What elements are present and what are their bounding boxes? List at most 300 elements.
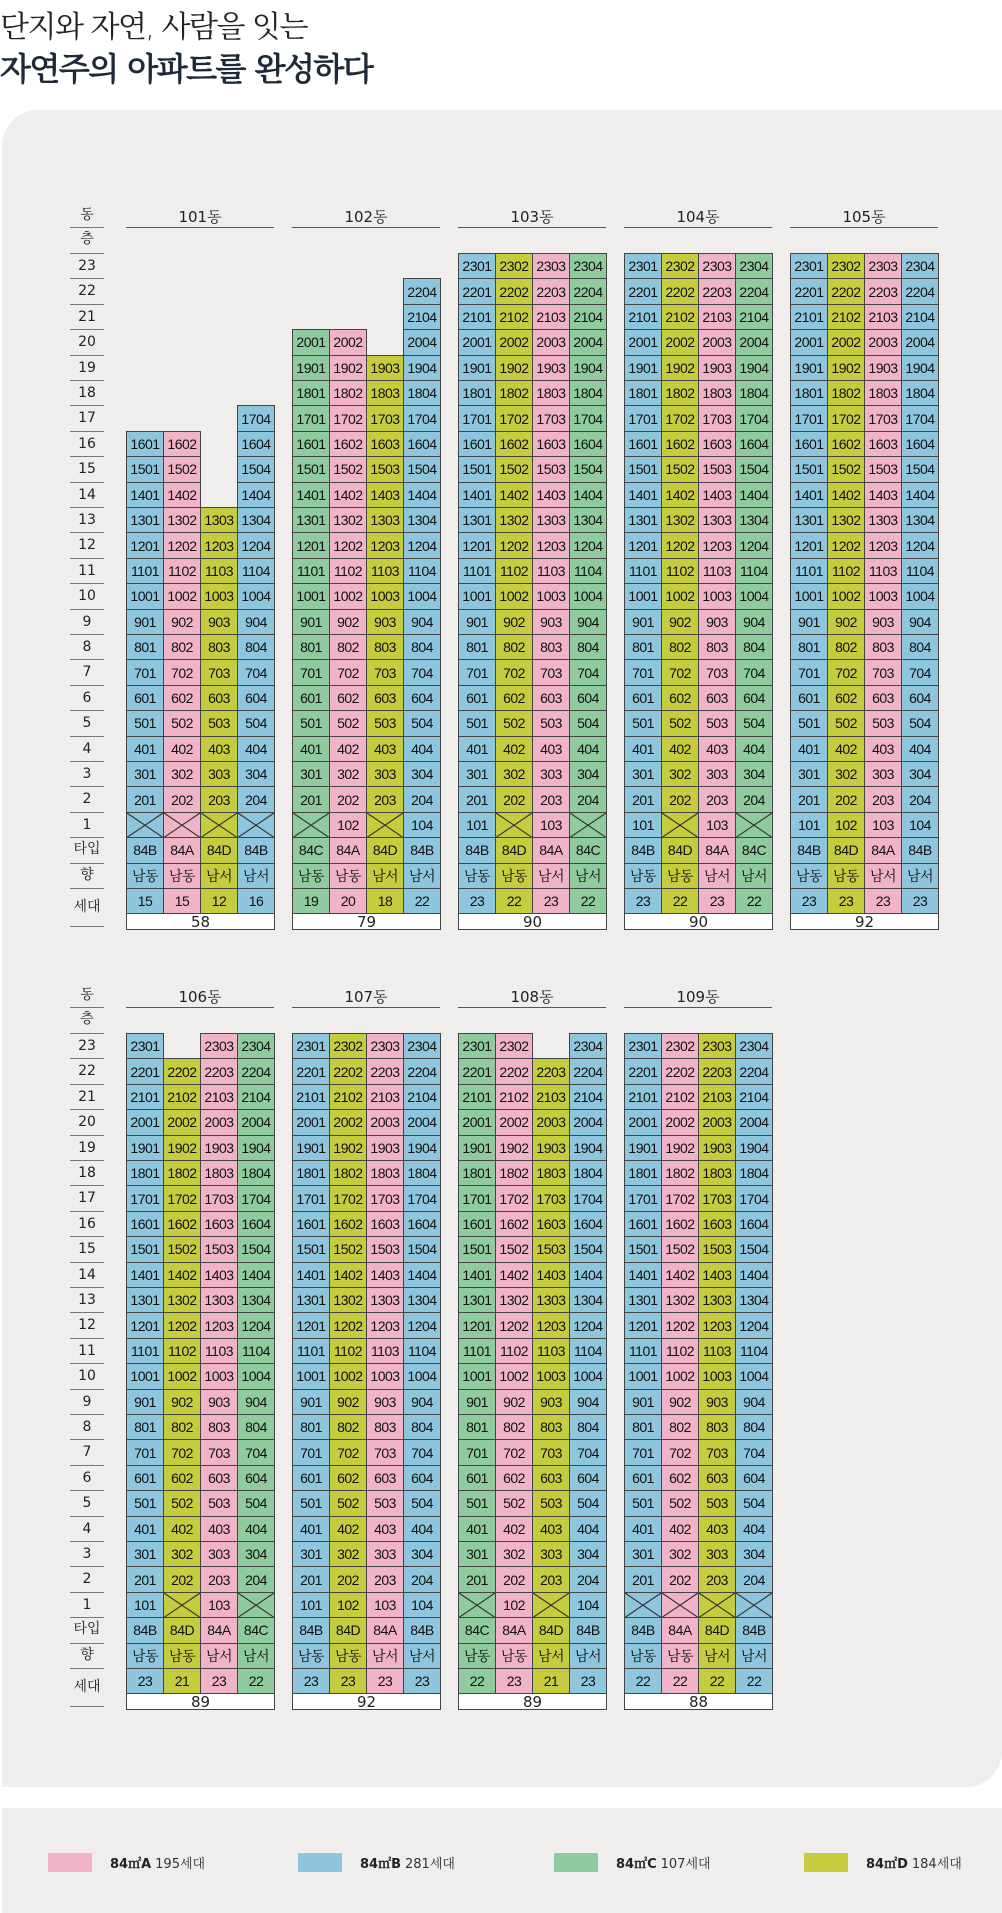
unit-cell: 1302 [329,507,367,533]
unit-cell: 1704 [569,1185,607,1211]
unit-cell: 502 [495,710,533,736]
unit-cell: 1601 [292,1211,330,1237]
row-label-divider [70,1312,104,1313]
unit-cell: 1701 [790,405,828,431]
type-cell: 84A [661,1617,699,1643]
unit-cell: 1101 [624,1338,662,1364]
unit-cell: 401 [292,1516,330,1542]
unit-cell: 1201 [292,1312,330,1338]
unit-cell: 1601 [458,431,496,457]
unit-cell: 2103 [366,1084,404,1110]
unit-cell: 1604 [237,431,275,457]
unit-cell: 2101 [624,1084,662,1110]
direction-cell: 남서 [532,1643,570,1669]
row-label-divider [70,837,104,838]
unit-cell: 603 [200,1465,238,1491]
building-name: 107동 [344,988,388,1006]
unit-cell: 1602 [163,431,201,457]
unit-cell: 1801 [292,1160,330,1186]
unit-cell: 403 [698,1516,736,1542]
households-cell: 15 [126,888,164,914]
households-cell: 23 [532,888,570,914]
unit-cell: 1904 [735,355,773,381]
unit-cell: 2104 [735,304,773,330]
unit-cell: 1402 [495,1262,533,1288]
unit-cell: 1203 [532,532,570,558]
row-label-divider [70,1287,104,1288]
unit-cell: 302 [661,1541,699,1567]
unit-cell: 1903 [200,1135,238,1161]
unit-cell: 404 [237,736,275,762]
households-cell: 22 [495,888,533,914]
unit-cell: 901 [292,609,330,635]
unit-cell: 2004 [735,329,773,355]
type-cell: 84A [163,837,201,863]
unit-cell: 1502 [661,1236,699,1262]
unit-cell: 2003 [698,329,736,355]
building-total: 79 [292,913,441,930]
row-label-divider [70,227,104,228]
unit-cell: 1104 [735,1338,773,1364]
unit-cell: 2102 [495,1084,533,1110]
unit-cell: 2302 [495,1033,533,1059]
type-cell: 84C [292,837,330,863]
unit-cell: 703 [864,659,902,685]
unit-cell: 1203 [698,1312,736,1338]
unit-cell: 2204 [735,278,773,304]
unit-cell: 204 [569,786,607,812]
unit-cell: 904 [403,1389,441,1415]
unit-cell: 2001 [624,1109,662,1135]
unit-cell: 802 [661,634,699,660]
unit-cell: 1702 [163,1185,201,1211]
unit-cell: 201 [126,1566,164,1592]
unit-cell: 502 [495,1490,533,1516]
unit-cell: 2003 [532,329,570,355]
unit-cell: 1102 [827,558,865,584]
unit-cell: 304 [403,1541,441,1567]
unit-cell: 203 [532,786,570,812]
building-total: 89 [458,1693,607,1710]
unit-cell: 203 [366,786,404,812]
unit-cell: 302 [163,761,201,787]
unit-cell: 2004 [403,329,441,355]
unit-cell: 501 [790,710,828,736]
unit-cell: 2104 [569,304,607,330]
unit-cell: 2204 [403,278,441,304]
unit-cell: 302 [495,1541,533,1567]
unit-cell: 302 [827,761,865,787]
type-cell: 84D [698,1617,736,1643]
unit-cell: 2303 [698,253,736,279]
row-label-floor-number: 18 [78,385,96,401]
unit-cell: 1001 [624,1363,662,1389]
legend-item-b [298,1852,455,1872]
households-cell: 22 [661,888,699,914]
unit-cell: 1802 [495,380,533,406]
unit-cell: 1804 [569,380,607,406]
unit-cell: 1204 [569,1312,607,1338]
unit-cell: 2302 [329,1033,367,1059]
unit-cell: 803 [532,1414,570,1440]
row-label-floor-number: 15 [78,1241,96,1258]
unit-cell: 703 [532,659,570,685]
unit-cell: 101 [126,1592,164,1618]
unit-cell: 1503 [200,1236,238,1262]
unit-cell: 903 [864,609,902,635]
row-label-type: 타입 [73,1621,101,1638]
unit-cell: 1904 [569,355,607,381]
unit-cell: 904 [735,609,773,635]
unit-cell: 1704 [569,405,607,431]
unit-cell: 1504 [901,456,939,482]
unit-cell: 303 [532,761,570,787]
unit-cell: 2303 [532,253,570,279]
unit-cell: 1901 [458,355,496,381]
type-cell: 84C [569,837,607,863]
unit-cell: 1504 [237,1236,275,1262]
unit-cell: 1602 [495,431,533,457]
row-label-divider [70,1439,104,1440]
unit-cell: 704 [237,1439,275,1465]
building-total: 90 [624,913,773,930]
row-label-floor-number: 4 [82,740,92,757]
unit-cell: 401 [624,736,662,762]
unit-cell: 1904 [569,1135,607,1161]
unit-cell: 1101 [292,1338,330,1364]
households-cell: 23 [569,1668,607,1694]
unit-cell: 1901 [790,355,828,381]
unit-cell: 1104 [569,558,607,584]
unit-cell: 1903 [698,355,736,381]
direction-cell: 남동 [163,863,201,889]
unit-cell: 703 [532,1439,570,1465]
unit-cell: 504 [735,1490,773,1516]
unit-cell: 1401 [292,482,330,508]
unit-cell: 701 [292,1439,330,1465]
unit-cell: 402 [827,736,865,762]
unit-cell: 1804 [735,380,773,406]
unit-cell: 1202 [163,1312,201,1338]
unit-cell: 1804 [735,1160,773,1186]
unit-cell: 302 [329,761,367,787]
unit-cell: 1502 [495,456,533,482]
unit-cell: 301 [624,761,662,787]
unit-cell: 1602 [163,1211,201,1237]
unit-cell: 604 [735,1465,773,1491]
unit-cell: 601 [126,1465,164,1491]
building-name-underline [126,227,274,228]
row-label-floor-number: 5 [82,715,92,732]
unit-cell: 1103 [200,1338,238,1364]
unit-cell: 403 [366,1516,404,1542]
direction-cell: 남동 [661,863,699,889]
unit-cell: 2301 [624,1033,662,1059]
direction-cell: 남서 [237,863,275,889]
unit-cell: 1604 [237,1211,275,1237]
unit-cell: 503 [366,710,404,736]
row-label-divider [70,1668,104,1669]
unit-cell: 1501 [458,1236,496,1262]
row-label-floor-number: 14 [78,486,96,503]
unit-cell: 301 [292,1541,330,1567]
unit-cell: 101 [790,812,828,838]
unit-cell: 1101 [126,558,164,584]
unit-cell: 1702 [661,405,699,431]
unit-cell: 2201 [624,278,662,304]
row-label-divider [70,558,104,559]
unit-cell: 1602 [661,431,699,457]
unit-cell: 1404 [403,482,441,508]
unit-cell: 702 [163,1439,201,1465]
unit-cell: 2103 [200,1084,238,1110]
unit-cell: 1003 [200,1363,238,1389]
unit-cell: 1304 [901,507,939,533]
unit-cell: 801 [624,634,662,660]
building-name: 103동 [510,208,554,226]
unit-cell: 1402 [827,482,865,508]
unit-cell: 1303 [532,1287,570,1313]
unit-cell: 1901 [624,1135,662,1161]
row-label-floor-number: 2 [82,1571,92,1588]
unit-cell: 1604 [403,1211,441,1237]
unit-cell: 904 [237,1389,275,1415]
row-label-divider [70,786,104,787]
unit-cell: 2204 [403,1058,441,1084]
unit-cell: 2202 [661,278,699,304]
unit-cell: 604 [403,1465,441,1491]
unit-cell: 2104 [403,304,441,330]
unit-cell: 1503 [366,1236,404,1262]
row-label-floor-number: 7 [82,664,92,681]
row-label-dong: 동 [80,987,94,1003]
unit-cell: 2303 [698,1033,736,1059]
legend-count-c: 107세대 [660,1856,711,1872]
direction-cell: 남동 [495,1643,533,1669]
unit-cell: 1203 [532,1312,570,1338]
unit-cell: 504 [735,710,773,736]
row-label-divider [70,1389,104,1390]
unit-cell: 1303 [200,507,238,533]
unit-cell: 1801 [126,1160,164,1186]
unit-cell: 801 [126,1414,164,1440]
unit-cell: 2101 [624,304,662,330]
unit-cell: 2203 [864,278,902,304]
row-label-divider [70,1414,104,1415]
legend-swatch-c [554,1853,598,1872]
unit-cell: 1002 [495,583,533,609]
unit-cell: 403 [200,736,238,762]
unit-cell: 502 [329,1490,367,1516]
unit-cell: 901 [624,609,662,635]
unit-cell: 1002 [661,583,699,609]
unit-cell: 2002 [329,1109,367,1135]
unit-cell: 1501 [624,1236,662,1262]
unit-cell: 1404 [569,482,607,508]
unit-cell: 2202 [495,278,533,304]
unit-cell: 703 [698,1439,736,1465]
unit-cell: 801 [624,1414,662,1440]
unit-cell: 1603 [366,1211,404,1237]
direction-cell: 남서 [200,1643,238,1669]
unit-cell: 1503 [698,1236,736,1262]
unit-cell: 1301 [790,507,828,533]
unit-cell: 1303 [698,1287,736,1313]
unit-cell: 702 [329,659,367,685]
unit-cell: 1202 [163,532,201,558]
unit-cell: 303 [698,761,736,787]
unit-cell: 2201 [624,1058,662,1084]
unit-cell: 1201 [126,1312,164,1338]
row-label-divider [70,1185,104,1186]
unit-cell: 501 [126,1490,164,1516]
type-cell: 84B [126,837,164,863]
unit-cell: 902 [329,1389,367,1415]
unit-cell: 1202 [661,1312,699,1338]
unit-cell: 1301 [624,1287,662,1313]
unit-cell: 1502 [163,456,201,482]
unit-cell: 1201 [126,532,164,558]
type-cell: 84A [329,837,367,863]
unit-cell: 1301 [126,1287,164,1313]
unit-cell: 1204 [237,1312,275,1338]
row-label-divider [70,659,104,660]
unit-cell: 2004 [569,1109,607,1135]
row-label-divider [70,1706,104,1707]
unit-cell: 504 [403,1490,441,1516]
unit-cell: 704 [735,1439,773,1465]
unit-cell: 1702 [495,1185,533,1211]
unit-cell: 203 [864,786,902,812]
unit-cell: 1401 [790,482,828,508]
row-label-households: 세대 [73,899,101,915]
unit-cell: 902 [495,609,533,635]
row-label-floor-number: 22 [78,283,96,300]
row-label-divider [70,1465,104,1466]
unit-cell: 601 [624,1465,662,1491]
unit-cell: 1502 [827,456,865,482]
direction-cell: 남동 [624,1643,662,1669]
unit-cell: 1003 [532,1363,570,1389]
row-label-divider [70,1084,104,1085]
row-label-floor-number: 9 [82,1393,92,1410]
unit-cell: 2201 [790,278,828,304]
unit-cell: 1904 [403,1135,441,1161]
row-label-divider [70,482,104,483]
unit-cell: 902 [495,1389,533,1415]
unit-cell: 1401 [292,1262,330,1288]
unit-cell: 2301 [458,253,496,279]
unit-cell: 803 [366,634,404,660]
unit-cell: 1102 [163,1338,201,1364]
unit-cell: 202 [495,786,533,812]
unit-cell-piloti [200,812,238,838]
row-label-floor-number: 6 [82,689,92,706]
unit-cell: 403 [200,1516,238,1542]
unit-cell: 603 [698,1465,736,1491]
type-cell: 84D [163,1617,201,1643]
unit-cell: 1004 [569,1363,607,1389]
unit-cell: 2102 [827,304,865,330]
unit-cell: 2203 [698,278,736,304]
unit-cell: 1302 [661,507,699,533]
row-label-type: 타입 [73,841,101,858]
unit-cell: 1601 [126,431,164,457]
unit-cell: 1903 [366,1135,404,1161]
unit-cell: 502 [329,710,367,736]
households-cell: 20 [329,888,367,914]
unit-cell: 1101 [458,1338,496,1364]
households-cell: 23 [292,1668,330,1694]
unit-cell: 903 [532,609,570,635]
row-label-divider [70,1236,104,1237]
unit-cell: 2202 [661,1058,699,1084]
legend-swatch-b [298,1853,342,1872]
unit-cell: 704 [237,659,275,685]
unit-cell: 501 [624,1490,662,1516]
unit-cell: 304 [569,1541,607,1567]
unit-cell: 302 [495,761,533,787]
unit-cell: 602 [329,1465,367,1491]
direction-cell: 남서 [901,863,939,889]
row-label-floor-number: 10 [78,588,96,605]
legend-item-a [48,1852,205,1872]
unit-cell: 1101 [292,558,330,584]
unit-cell: 2001 [458,329,496,355]
direction-cell: 남동 [458,863,496,889]
unit-cell: 1801 [624,1160,662,1186]
type-cell: 84D [827,837,865,863]
households-cell: 22 [735,888,773,914]
unit-cell: 401 [292,736,330,762]
unit-cell: 1003 [366,1363,404,1389]
unit-cell: 201 [292,1566,330,1592]
unit-cell: 2304 [735,1033,773,1059]
unit-cell: 103 [532,812,570,838]
unit-cell: 1103 [366,1338,404,1364]
unit-cell: 1702 [329,405,367,431]
unit-cell: 1603 [698,431,736,457]
unit-cell: 701 [126,1439,164,1465]
row-label-floor-number: 17 [78,1190,96,1207]
unit-cell: 304 [237,761,275,787]
row-label-floor-number: 4 [82,1520,92,1537]
unit-cell: 104 [403,1592,441,1618]
unit-cell: 401 [126,736,164,762]
unit-cell: 104 [403,812,441,838]
direction-cell: 남동 [495,863,533,889]
unit-cell: 1802 [495,1160,533,1186]
unit-cell: 1703 [864,405,902,431]
unit-cell: 901 [624,1389,662,1415]
unit-cell: 602 [329,685,367,711]
unit-cell: 2101 [292,1084,330,1110]
unit-cell: 901 [458,609,496,635]
unit-cell: 2003 [200,1109,238,1135]
unit-cell-piloti [126,812,164,838]
unit-cell: 1402 [329,482,367,508]
unit-cell: 801 [126,634,164,660]
unit-cell-piloti [661,812,699,838]
row-label-floor-number: 11 [78,1342,96,1359]
unit-cell-piloti [735,812,773,838]
unit-cell: 1603 [366,431,404,457]
unit-cell: 1104 [403,1338,441,1364]
unit-cell: 2102 [495,304,533,330]
row-label-divider [70,888,104,889]
row-label-floor-number: 19 [78,359,96,376]
unit-cell: 503 [532,710,570,736]
